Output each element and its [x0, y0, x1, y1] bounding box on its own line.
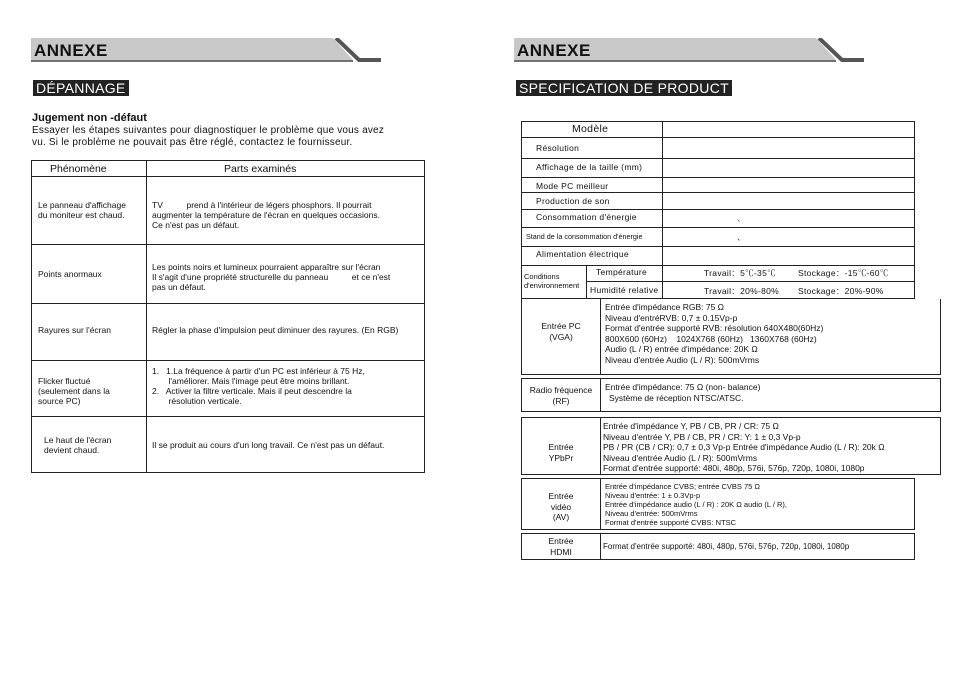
cell-line: 2. Activer la filtre verticale. Mais il peut descendre la — [152, 386, 352, 396]
spec-line: Entrée d'impédance RGB: 75 Ω — [605, 302, 725, 312]
spec-line: Format d'entrée supporté CVBS: NTSC — [605, 518, 737, 527]
spec-line: Niveau d'entrée Audio (L / R): 500mVrms — [603, 452, 758, 463]
input-specs — [603, 542, 849, 553]
cell-line: Régler la phase d'impulsion peut diminuer des rayures. (En RGB) — [152, 325, 399, 335]
row-divider — [32, 416, 424, 417]
column-divider — [146, 161, 147, 472]
row-divider — [522, 246, 914, 247]
input-name-line: Entrée — [548, 442, 574, 452]
spec-label: Alimentation électrique — [536, 249, 629, 259]
spec-line: PB / PR (CB / CR): 0,7 ± 0,3 Vp-p Entrée d'impédance Audio (L / R): 20k Ω — [603, 442, 885, 452]
input-name — [522, 442, 600, 463]
cell-line: source PC) — [38, 396, 81, 406]
cell-line: du moniteur est chaud. — [38, 210, 125, 220]
spec-line: Niveau d'entréRVB: 0,7 ± 0.15Vp-p — [605, 312, 738, 323]
input-specs — [605, 382, 760, 403]
row-divider — [32, 176, 424, 177]
input-name-line: (VGA) — [549, 331, 573, 342]
column-divider — [600, 534, 601, 559]
input-name-line: Radio fréquence — [529, 385, 593, 395]
env-label-line: Conditions — [524, 272, 560, 281]
input-name — [522, 491, 600, 523]
input-specs — [605, 482, 787, 527]
cell-line: Il s'agit d'une propriété structurelle du panneau et ce n'est — [152, 272, 391, 282]
cell-line: pas un défaut. — [152, 282, 206, 292]
row-divider — [522, 137, 914, 138]
table-row-parts — [152, 262, 424, 292]
input-name — [522, 385, 600, 406]
input-specs — [605, 302, 823, 365]
input-name-line: (AV) — [552, 512, 570, 522]
input-name-line: (RF) — [552, 395, 570, 406]
column-divider — [600, 299, 601, 374]
troubleshooting-table — [31, 160, 425, 473]
spec-line: Entrée d'impédance Y, PB / CB, PR / CR: 75 Ω — [603, 421, 779, 431]
spec-line: 800X600 (60Hz) 1024X768 (60Hz) 1360X768 (60Hz) — [605, 333, 817, 344]
cell-line: Il se produit au cours d'un long travail. Ce n'est pas un défaut. — [152, 440, 385, 450]
cell-line: Les points noirs et lumineux pourraient apparaître sur l'écran — [152, 262, 381, 272]
cell-line: (seulement dans la — [38, 386, 110, 396]
tick-mark: 、 — [737, 232, 746, 242]
column-divider — [600, 418, 601, 474]
input-block-hdmi — [521, 533, 915, 560]
column-divider — [600, 379, 601, 411]
column-divider — [662, 122, 663, 266]
spec-line: Format d'entrée supporté: 480i, 480p, 576i, 576p, 720p, 1080i, 1080p — [603, 542, 850, 551]
spec-table — [521, 121, 915, 299]
humidity-store: Stockage：20%-90% — [798, 286, 884, 296]
spec-line: Format d'entrée supporté: 480i, 480p, 576i, 576p, 720p, 1080i, 1080p — [603, 463, 865, 473]
humidity-label: Humidité relative — [590, 285, 659, 295]
spec-line: Niveau d'entrée: 1 ± 0.3Vp-p — [605, 491, 701, 500]
spec-line: Entrée d'impédance audio (L / R) : 20K Ω audio (L / R), — [605, 500, 787, 509]
temp-work: Travail：5℃-35℃ — [704, 268, 776, 278]
spec-line: Système de réception NTSC/ATSC. — [609, 392, 744, 403]
table-row-parts — [152, 200, 424, 230]
spec-line: Niveau d'entrée Y, PB / CB, PR / CR: Y: 1 ± 0,3 Vp-p — [603, 431, 801, 442]
input-name-line: HDMI — [550, 546, 572, 557]
table-row-phenomenon — [38, 200, 142, 220]
table-row-parts — [152, 440, 424, 450]
row-divider — [522, 192, 914, 193]
input-name — [522, 321, 600, 342]
cell-line: Ce n'est pas un défaut. — [152, 220, 240, 230]
humidity-work: Travail：20%-80% — [704, 286, 780, 296]
row-divider — [522, 265, 914, 266]
spec-label: Stand de la consommation d'énergie — [526, 232, 643, 241]
table-row-phenomenon — [38, 269, 142, 279]
row-divider — [522, 209, 914, 210]
row-divider — [522, 158, 914, 159]
left-intro-1: Essayer les étapes suivantes pour diagnostiquer le problème que vous avez — [32, 125, 385, 136]
env-label — [524, 272, 579, 290]
right-banner-title: ANNEXE — [517, 41, 591, 60]
right-section-title: SPECIFICATION DE PRODUCT — [516, 80, 732, 96]
input-block-av — [521, 478, 915, 530]
model-header: Modèle — [572, 123, 609, 135]
left-section-title: DÉPANNAGE — [33, 80, 129, 96]
spec-label: Production de son — [536, 196, 610, 206]
cell-line: devient chaud. — [44, 445, 100, 455]
row-divider — [522, 227, 914, 228]
cell-line: Le haut de l'écran — [44, 435, 112, 445]
spec-line: Audio (L / R) entrée d'impédance: 20K Ω — [605, 344, 758, 354]
row-divider — [32, 303, 424, 304]
cell-line: 1. 1.La fréquence à partir d'un PC est inférieur à 75 Hz, — [152, 366, 365, 376]
header-phenomene: Phénomène — [50, 163, 107, 175]
spec-line: Niveau d'entrée Audio (L / R): 500mVrms — [605, 354, 760, 365]
column-divider — [662, 265, 663, 298]
input-specs — [603, 421, 885, 474]
tick-mark: 、 — [737, 213, 746, 223]
cell-line: TV prend à l'intérieur de légers phosphors. Il pourrait — [152, 200, 372, 210]
temp-store: Stockage：-15℃-60℃ — [798, 268, 889, 278]
row-divider — [586, 281, 914, 282]
table-row-parts — [152, 366, 424, 406]
spec-label: Consommation d'énergie — [536, 212, 637, 222]
input-block-rf — [521, 378, 941, 412]
input-block-vga — [521, 299, 941, 375]
input-name-line: vidéo — [550, 501, 572, 512]
spec-label: Résolution — [536, 143, 580, 153]
spec-line: Entrée d'impédance: 75 Ω (non- balance) — [605, 382, 761, 392]
left-heading: Jugement non -défaut — [32, 112, 147, 124]
input-name-line: Entrée — [548, 491, 574, 501]
row-divider — [522, 177, 914, 178]
input-name-line: Entrée PC — [541, 321, 581, 331]
left-banner — [31, 38, 381, 62]
row-divider — [32, 360, 424, 361]
cell-line: Rayures sur l'écran — [38, 325, 111, 335]
spec-line: Format d'entrée supporté RVB: résolution 640X480(60Hz) — [605, 323, 824, 333]
cell-line: l'améliorer. Mais l'image peut être moins brillant. — [152, 376, 350, 386]
cell-line: Points anormaux — [38, 269, 102, 279]
cell-line: augmenter la température de l'écran en quelques occasions. — [152, 210, 380, 220]
spec-line: Entrée d'impédance CVBS; entrée CVBS 75 Ω — [605, 482, 761, 491]
table-row-phenomenon — [38, 376, 142, 406]
env-label-line: d'environnement — [524, 281, 580, 290]
spec-label: Mode PC meilleur — [536, 181, 609, 191]
left-banner-title: ANNEXE — [34, 41, 108, 60]
column-divider — [600, 479, 601, 529]
cell-line: Flicker fluctué — [38, 376, 91, 386]
temp-label: Température — [596, 267, 648, 277]
left-intro-2: vu. Si le problème ne pouvait pas être réglé, contactez le fournisseur. — [32, 137, 353, 148]
cell-line: résolution verticale. — [152, 396, 242, 406]
input-name-line: Entrée — [548, 536, 574, 546]
input-name — [522, 536, 600, 557]
column-divider — [586, 265, 587, 298]
spec-label: Affichage de la taille (mm) — [536, 162, 643, 172]
table-row-phenomenon — [38, 325, 142, 335]
right-banner — [514, 38, 864, 62]
table-row-parts — [152, 325, 424, 335]
table-row-phenomenon — [44, 435, 148, 455]
spec-line: Niveau d'entrée: 500mVrms — [605, 509, 698, 518]
input-name-line: YPbPr — [548, 452, 574, 463]
row-divider — [32, 244, 424, 245]
cell-line: Le panneau d'affichage — [38, 200, 126, 210]
input-block-ypbpr — [521, 417, 941, 475]
header-parts: Parts examinés — [224, 163, 297, 175]
